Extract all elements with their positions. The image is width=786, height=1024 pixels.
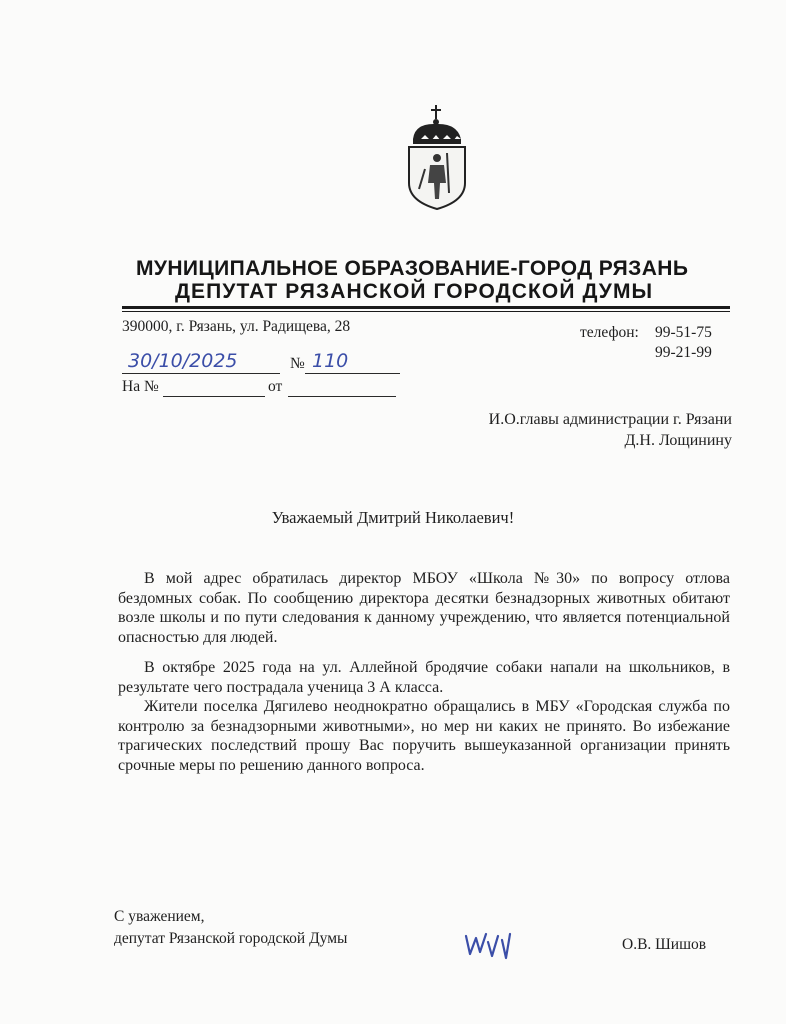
paragraph-1: В мой адрес обратилась директор МБОУ «Школа №30» по вопросу отлова бездомных собак. По сообщению директора десятки безнадзорных животных обитают возле школы и по пути следования к данному учреждению, что является потенциальной опасностью для людей.: [118, 570, 730, 646]
reply-label: На №: [122, 378, 159, 395]
header-line-2: ДЕПУТАТ РЯЗАНСКОЙ ГОРОДСКОЙ ДУМЫ: [175, 280, 654, 303]
handwritten-signature: [462, 922, 520, 964]
number-underline: [305, 373, 400, 374]
closing-regards: С уважением,: [114, 908, 205, 925]
handwritten-number: 110: [312, 350, 349, 372]
coat-of-arms-icon: [405, 103, 475, 213]
header-rule-thick: [122, 306, 730, 309]
paragraph-3: Жители поселка Дягилево неоднократно обращались в МБУ «Городская служба по контролю за безнадзорными животными», но мер ни каких не принято. Во избежание трагических последствий прошу Вас поручить вышеуказанной организации принять срочные меры по решению данного вопроса.: [118, 698, 730, 774]
date-underline: [122, 373, 280, 374]
from-label: от: [268, 378, 283, 395]
reply-number-line: [163, 396, 265, 397]
signatory-name: О.В. Шишов: [622, 936, 707, 953]
closing-position: депутат Рязанской городской Думы: [114, 930, 348, 947]
phone-1: 99-51-75: [655, 324, 712, 341]
salutation: Уважаемый Дмитрий Николаевич!: [271, 508, 515, 527]
handwritten-date: 30/10/2025: [128, 350, 238, 372]
reply-date-line: [288, 396, 396, 397]
addressee-position: И.О.главы администрации г. Рязани: [488, 411, 732, 428]
header-line-1: МУНИЦИПАЛЬНОЕ ОБРАЗОВАНИЕ-ГОРОД РЯЗАНЬ: [136, 257, 689, 280]
header-rule-thin: [122, 311, 730, 312]
phone-2: 99-21-99: [655, 344, 712, 361]
addressee-name: Д.Н. Лощинину: [624, 432, 732, 449]
number-label: №: [290, 355, 305, 372]
address: 390000, г. Рязань, ул. Радищева, 28: [122, 318, 351, 335]
paragraph-2: В октябре 2025 года на ул. Аллейной бродячие собаки напали на школьников, в результате чего пострадала ученица 3 А класса.: [118, 659, 730, 696]
phone-label: телефон:: [580, 324, 639, 341]
